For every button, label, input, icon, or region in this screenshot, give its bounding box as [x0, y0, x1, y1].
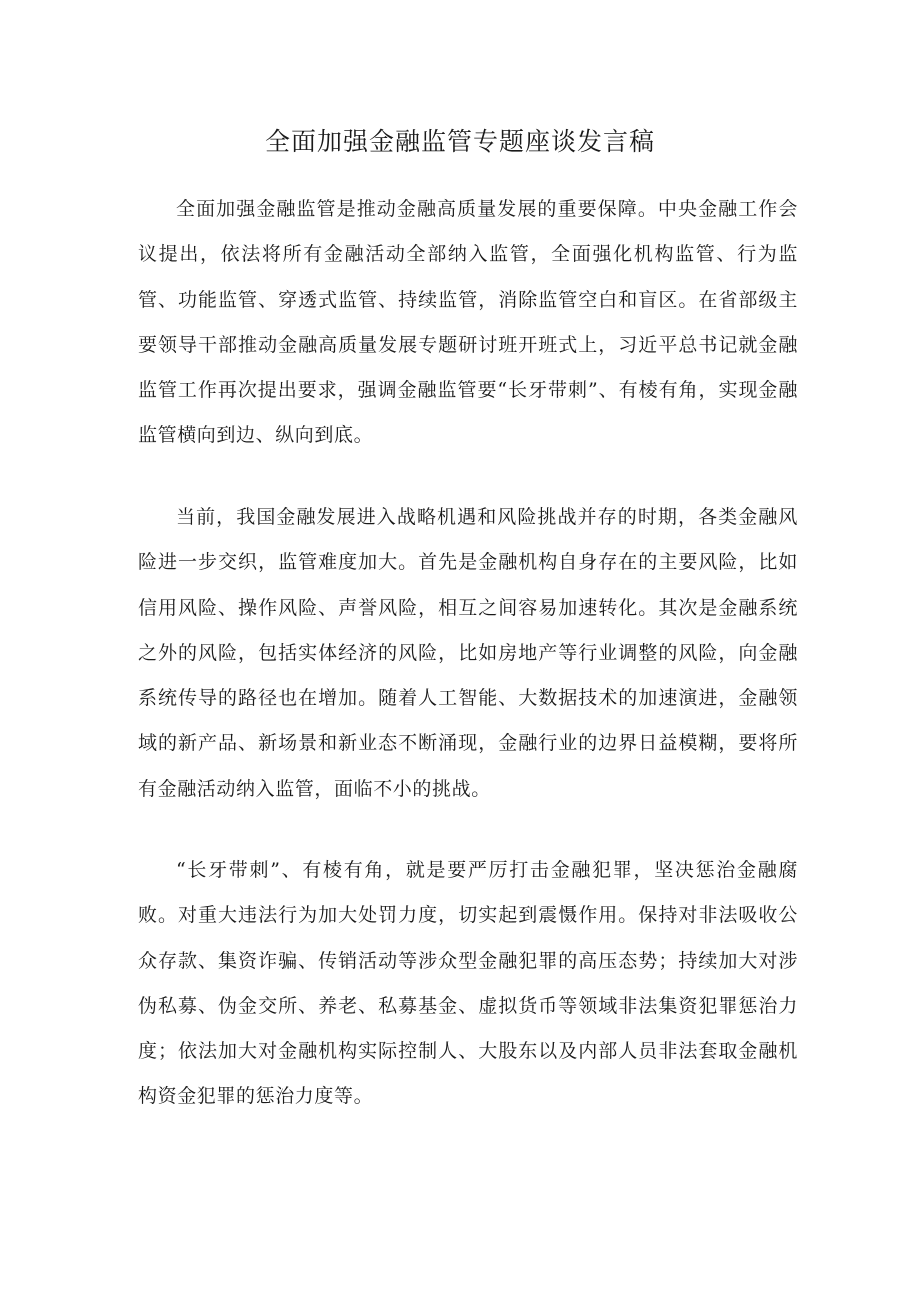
- page-title: 全面加强金融监管专题座谈发言稿: [264, 127, 655, 156]
- paragraph-2: 当前，我国金融发展进入战略机遇和风险挑战并存的时期，各类金融风险进一步交织，监管难度加大。首先是金融机构自身存在的主要风险，比如信用风险、操作风险、声誉风险，相互之间容易加速转化。其次是金融系统之外的风险，包括实体经济的风险，比如房地产等行业调整的风险，向金融系统传导的路径也在增加。随着人工智能、大数据技术的加速演进，金融领域的新产品、新场景和新业态不断涌现，金融行业的边界日益模糊，要将所有金融活动纳入监管，面临不小的挑战。: [138, 506, 798, 800]
- paragraph-3: “长牙带刺”、有棱有角，就是要严厉打击金融犯罪，坚决惩治金融腐败。对重大违法行为加大处罚力度，切实起到震慑作用。保持对非法吸收公众存款、集资诈骗、传销活动等涉众型金融犯罪的高压态势；持续加大对涉伪私募、伪金交所、养老、私募基金、虚拟货币等领域非法集资犯罪惩治力度；依法加大对金融机构实际控制人、大股东以及内部人员非法套取金融机构资金犯罪的惩治力度等。: [138, 859, 798, 1108]
- paragraph-1: 全面加强金融监管是推动金融高质量发展的重要保障。中央金融工作会议提出，依法将所有金融活动全部纳入监管，全面强化机构监管、行为监管、功能监管、穿透式监管、持续监管，消除监管空白和盲区。在省部级主要领导干部推动金融高质量发展专题研讨班开班式上，习近平总书记就金融监管工作再次提出要求，强调金融监管要“长牙带刺”、有棱有角，实现金融监管横向到边、纵向到底。: [138, 198, 798, 447]
